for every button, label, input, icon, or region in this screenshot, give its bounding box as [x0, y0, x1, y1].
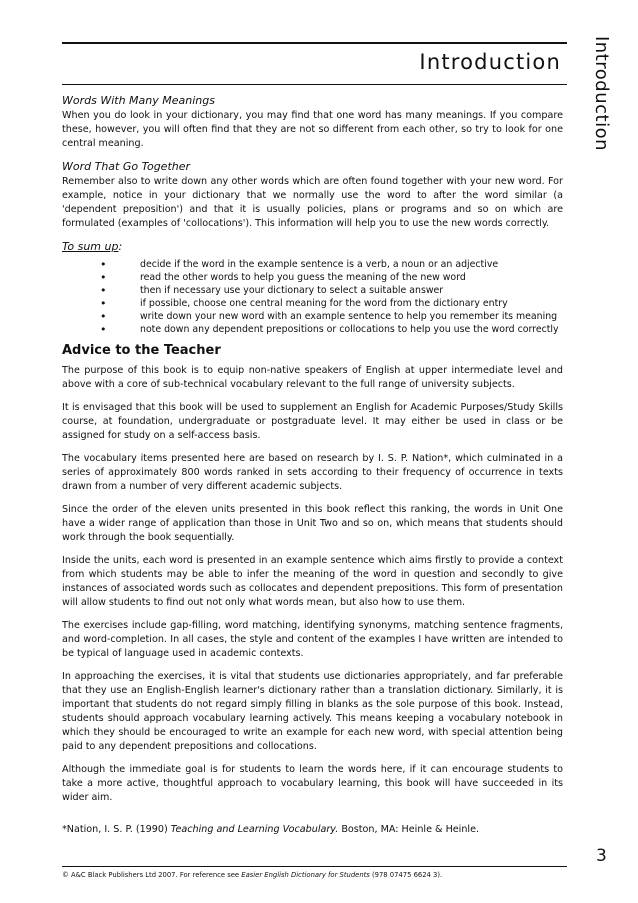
side-tab-label: Introduction [591, 36, 612, 152]
page-number: 3 [596, 846, 607, 866]
page-title: Introduction [419, 50, 561, 74]
advice-para: The exercises include gap-filling, word matching, identifying synonyms, matching sentence fragments, and word-completion. In all cases, the style and content of the examples I have written are intended to be typical of language used in academic contexts. [62, 620, 563, 659]
heading-many-meanings: Words With Many Meanings [62, 94, 215, 107]
para-many-meanings: When you do look in your dictionary, you may find that one word has many meanings. If you compare these, however, you will often find that they are not so different from each other, so try to look for one central meaning. [62, 110, 563, 149]
list-item: • note down any dependent prepositions or collocations to help you use the word correctly [100, 323, 559, 336]
para-go-together: Remember also to write down any other words which are often found together with your new word. For example, notice in your dictionary that we normally use the word to after the word similar (a 'dependent preposition') and that it is usually policies, plans or programs and so on which are formulated (examples of 'collocations'). This information will help you to use the new words correctly. [62, 176, 563, 229]
bullet-glyph: • [100, 323, 107, 336]
list-item: • write down your new word with an example sentence to help you remember its meaning [100, 310, 558, 323]
advice-heading: Advice to the Teacher [62, 343, 221, 358]
sum-up-list [62, 258, 563, 336]
title-rule [62, 84, 567, 85]
top-rule [62, 42, 567, 44]
page-content [62, 94, 563, 837]
advice-para: Since the order of the eleven units presented in this book reflect this ranking, the words in Unit One have a wider range of application than those in Unit Two and so on, which means that students should work through the book sequentially. [62, 504, 563, 543]
bullet-glyph: • [100, 258, 107, 271]
advice-para: The purpose of this book is to equip non-native speakers of English at upper intermediate level and above with a core of sub-technical vocabulary relevant to the full range of university subjects. [62, 365, 563, 390]
bullet-glyph: • [100, 271, 107, 284]
sum-up-label: To sum up [62, 240, 119, 253]
advice-para: Inside the units, each word is presented in an example sentence which aims firstly to provide a context from which students may be able to infer the meaning of the word in question and secondly to give instances of associated words such as collocates and dependent prepositions. This form of presentation will allow students to find out not only what words mean, but also how to use them. [62, 555, 563, 608]
bullet-glyph: • [100, 297, 107, 310]
list-item: • if possible, choose one central meaning for the word from the dictionary entry [100, 297, 508, 310]
sum-up-heading [62, 240, 563, 254]
list-item: • decide if the word in the example sentence is a verb, a noun or an adjective [100, 258, 499, 271]
bullet-glyph: • [100, 284, 107, 297]
advice-para: It is envisaged that this book will be used to supplement an English for Academic Purposes/Study Skills course, at foundation, undergraduate or postgraduate level. It may either be used in class or be assigned for study on a self-access basis. [62, 402, 563, 441]
heading-go-together: Word That Go Together [62, 160, 191, 173]
advice-para: The vocabulary items presented here are based on research by I. S. P. Nation*, which culminated in a series of approximately 800 words ranked in sets according to their frequency of occurrence in texts drawn from a number of very different academic subjects. [62, 453, 563, 492]
copyright-footer: © A&C Black Publishers Ltd 2007. For reference see Easier English Dictionary for Students (978 07475 6624 3). [62, 871, 443, 879]
footnote: *Nation, I. S. P. (1990) Teaching and Learning Vocabulary. Boston, MA: Heinle & Heinle. [62, 824, 480, 835]
sum-up-colon: : [118, 240, 123, 253]
footer-rule [62, 866, 567, 867]
list-item: • read the other words to help you guess the meaning of the new word [100, 271, 466, 284]
advice-para: Although the immediate goal is for students to learn the words here, if it can encourage students to take a more active, thoughtful approach to vocabulary learning, this book will have succeeded in its wider aim. [62, 764, 563, 803]
list-item: • then if necessary use your dictionary to select a suitable answer [100, 284, 444, 297]
bullet-glyph: • [100, 310, 107, 323]
advice-para: In approaching the exercises, it is vital that students use dictionaries appropriately, and far preferable that they use an English-English learner's dictionary rather than a translation dictionary. Similarly, it is important that students do not regard simply filling in blanks as the sole purpose of this book. Instead, students should approach vocabulary learning actively. This means keeping a vocabulary notebook in which they should be encouraged to write an example for each new word, with special attention being paid to any dependent prepositions and collocations. [62, 671, 563, 752]
